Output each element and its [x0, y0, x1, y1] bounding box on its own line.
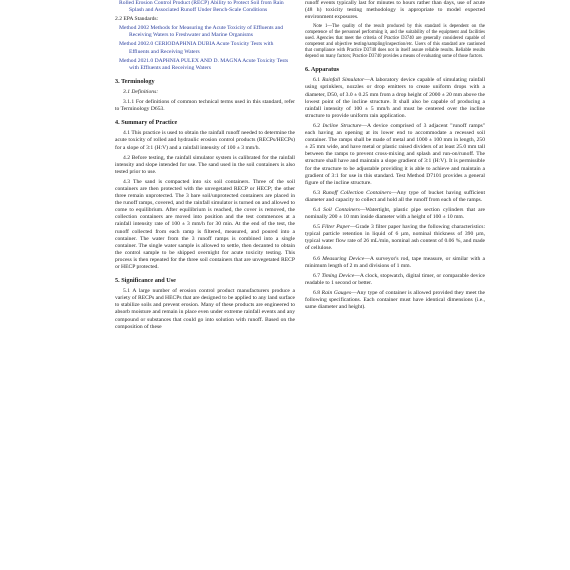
measuring-device-text: —A surveyor's rod, tape measure, or similar with a minimum length of 2 m and divisions of 1 mm. [305, 255, 485, 269]
filter-paper-text: —Grade 3 filter paper having the following characteristics: typical particle retention in liquid of 6 µm, nominal thickness of 390 µm, typical water flow rate of 26 mL/min, nominal ash content of 0.06 %, and made of cellulose. [305, 224, 486, 252]
rain-gauges-text: —Any type of container is allowed provided they meet the following specifications. Each container must have identical dimensions (i.e., same diameter and height). [305, 289, 485, 311]
rain-gauges-label: Rain Gauges [321, 289, 351, 296]
measuring-device-label: Measuring Device [322, 255, 365, 262]
section-6-2: 6.2 Incline Structure—A device comprised of 3 adjacent "runoff ramps" each having an opening at its lower end to accommodate a recessed soil container. The ramps shall be made of metal and 1000 ± 100 mm in length, 250 ± 25 mm wide, and have metal or plastic raised dividers of at least 25.0 mm tall between the ramps to prevent cross-mixing and splash and run-on/runoff. The structure shall have and maintain a slope gradient of 3:1 (H:V). It is permissible for the structure to be adjustable providing it is able to achieve and maintain a gradient of 3:1 for use in this standard. Test Method D7101 provides a general figure of the incline structure. [305, 122, 486, 186]
section-6-8: 6.8 Rain Gauges—Any type of container is allowed provided they meet the following specifications. Each container must have identical dimensions (i.e., same diameter and height). [305, 289, 485, 311]
ref-d7101[interactable]: Rolled Erosion Control Product (RECP) Ability to Protect Soil from Rain Splash and Associated Runoff Under Bench-Scale Conditions [119, 0, 284, 14]
rainfall-simulator-label: Rainfall Simulator [322, 77, 365, 84]
runoff-containers-label: Runoff Collection Containers [322, 189, 392, 196]
section-6-7: 6.7 Timing Device—A clock, stopwatch, digital timer, or comparable device readable to 1 second or better. [305, 272, 485, 286]
section-3-1-1: 3.1.1 For definitions of common technical terms used in this standard, refer to Terminology D653. [115, 99, 295, 113]
ref-epa-method-2002[interactable]: Method 2002 Methods for Measuring the Acute Toxicity of Effluents and Receiving Waters to Freshwater and Marine Organisms [119, 25, 284, 39]
ref-epa-method-2021-0[interactable]: Method 2021.0 DAPHNIA PULEX AND D. MAGNA Acute Toxicity Tests with Effluents and Receiving Waters [119, 57, 289, 71]
incline-structure-label: Incline Structure [322, 122, 362, 129]
filter-paper-label: Filter Paper [321, 224, 350, 231]
section-4-2: 4.2 Before testing, the rainfall simulator system is calibrated for the rainfall intensity and slope intended for use. The sand used in the soil containers is also tested prior to use. [115, 154, 295, 175]
soil-containers-text: —Watertight, plastic pipe section cylinders that are nominally 200 ± 10 mm inside diameter with a height of 100 ± 10 mm. [305, 206, 485, 221]
left-column [115, 0, 295, 334]
timing-device-text: —A clock, stopwatch, digital timer, or comparable device readable to 1 second or better. [305, 272, 485, 286]
section-6-1: 6.1 Rainfall Simulator—A laboratory device capable of simulating rainfall using sprinklers, nozzles or drop emitters to create uniform drops with a diameter, D50, of 3.0 ± 0.25 mm from a drop height of 2000 ± 20 mm above the lowest point of the incline structure. It shall also be capable of producing a rainfall intensity of 100 ± 5 mm/h and must be centered over the incline structure to provide uniform rain application. [305, 77, 485, 119]
section-3-1-label: 3.1 Definitions: [123, 88, 159, 95]
section-3-title: 3. Terminology [115, 77, 155, 85]
section-6-3: 6.3 Runoff Collection Containers—Any type of bucket having sufficient diameter and capacity to collect and hold all the runoff from each of the ramps. [305, 189, 486, 203]
section-5-1: 5.1 A large number of erosion control product manufacturers produce a variety of RECPs and HECPs that are designed to be applied to any land surface to stabilize soils and prevent erosion. Many of these products are engineered to absorb moisture and remain in place even under extreme rainfall events and any compound or substances that could go into solution with runoff. Based on the composition of these [115, 288, 295, 330]
continued-text: runoff events typically last for minutes to hours rather than days, use of acute (48 h) toxicity testing methodology is appropriate to model expected environment exposures. [305, 0, 485, 21]
rainfall-simulator-text: —A laboratory device capable of simulating rainfall using sprinklers, nozzles or drop emitters to create uniform drops with a diameter, D50, of 3.0 ± 0.25 mm from a drop height of 2000 ± 20 mm above the lowest point of the incline structure. It shall also be capable of producing a rainfall intensity of 100 ± 5 mm/h and must be centered over the incline structure to provide uniform rain application. [305, 77, 485, 119]
section-4-title: 4. Summary of Practice [115, 119, 178, 127]
section-6-title: 6. Apparatus [305, 66, 340, 74]
section-6-6: 6.6 Measuring Device—A surveyor's rod, tape measure, or similar with a minimum length of 2 m and divisions of 1 mm. [305, 255, 485, 269]
section-6-5: 6.5 Filter Paper—Grade 3 filter paper having the following characteristics: typical particle retention in liquid of 6 µm, nominal thickness of 390 µm, typical water flow rate of 26 mL/min, nominal ash content of 0.06 %, and made of cellulose. [305, 224, 486, 252]
note-1: Note 1—The quality of the result produced by this standard is dependent on the competence of the personnel performing it, and the suitability of the equipment and facilities used. Agencies that meet the criteria of Practice D3740 are generally considered capable of competent and objective testing/sampling/inspection/etc. Users of this standard are cautioned that compliance with Practice D3740 does not in itself assure reliable results. Reliable results depend on many factors; Practice D3740 provides a means of evaluating some of those factors. [305, 24, 485, 60]
section-4-3: 4.3 The sand is compacted into six soil containers. Three of the soil containers are then protected with the unvegetated RECP or HECP; the other three remain unprotected. The 3 bare soil/unprotected containers are placed in the runoff ramps, covered, and the rainfall simulator is turned on and allowed to come to equilibrium. After equilibrium is reached, the cover is removed, the collection containers are moved into position and the test commences at a rainfall intensity rate of 100 ± 3 mm/h for 30 min. At the end of the test, the runoff collected from each ramp is filtered, measured, and poured into a container. The water from the 3 runoff ramps is combined into a single container. The single water sample is allowed to settle, then decanted to obtain the control sample to be shipped overnight for acute toxicity testing. This process is then repeated for the three soil containers that are unvegetated RECP or HECP protected. [115, 178, 295, 270]
runoff-containers-text: —Any type of bucket having sufficient diameter and capacity to collect and hold all the runoff from each of the ramps. [305, 189, 486, 203]
section-3-1 [115, 89, 295, 96]
incline-structure-text: —A device comprised of 3 adjacent "runoff ramps" each having an opening at its lower end to accommodate a recessed soil container. The ramps shall be made of metal and 1000 ± 100 mm in length, 250 ± 25 mm wide, and have metal or plastic raised dividers of at least 25.0 mm tall between the ramps to prevent cross-mixing and splash and run-on/runoff. The structure shall have and maintain a slope gradient of 3:1 (H:V). It is permissible for the structure to be adjustable providing it is able to achieve and maintain a gradient of 3:1 for use in this standard. Test Method D7101 provides a general figure of the incline structure. [305, 122, 486, 186]
right-column [305, 0, 485, 314]
ref-epa-method-2002-0[interactable]: Method 2002.0 CERIODAPHNIA DUBIA Acute Toxicity Tests with Effluents and Receiving Waters [119, 41, 274, 55]
timing-device-label: Timing Device [321, 272, 355, 279]
soil-containers-label: Soil Containers [323, 206, 360, 213]
section-4-1: 4.1 This practice is used to obtain the rainfall runoff needed to determine the acute toxicity of rolled and hydraulic erosion control products (RECPs/HECPs) for a slope of 3:1 (H:V) and a rainfall intensity of 100 ± 3 mm/h. [115, 130, 295, 151]
epa-standards-heading: 2.2 EPA Standards: [115, 16, 159, 23]
section-5-title: 5. Significance and Use [115, 277, 176, 285]
section-6-4: 6.4 Soil Containers—Watertight, plastic pipe section cylinders that are nominally 200 ± 10 mm inside diameter with a height of 100 ± 10 mm. [305, 206, 485, 221]
